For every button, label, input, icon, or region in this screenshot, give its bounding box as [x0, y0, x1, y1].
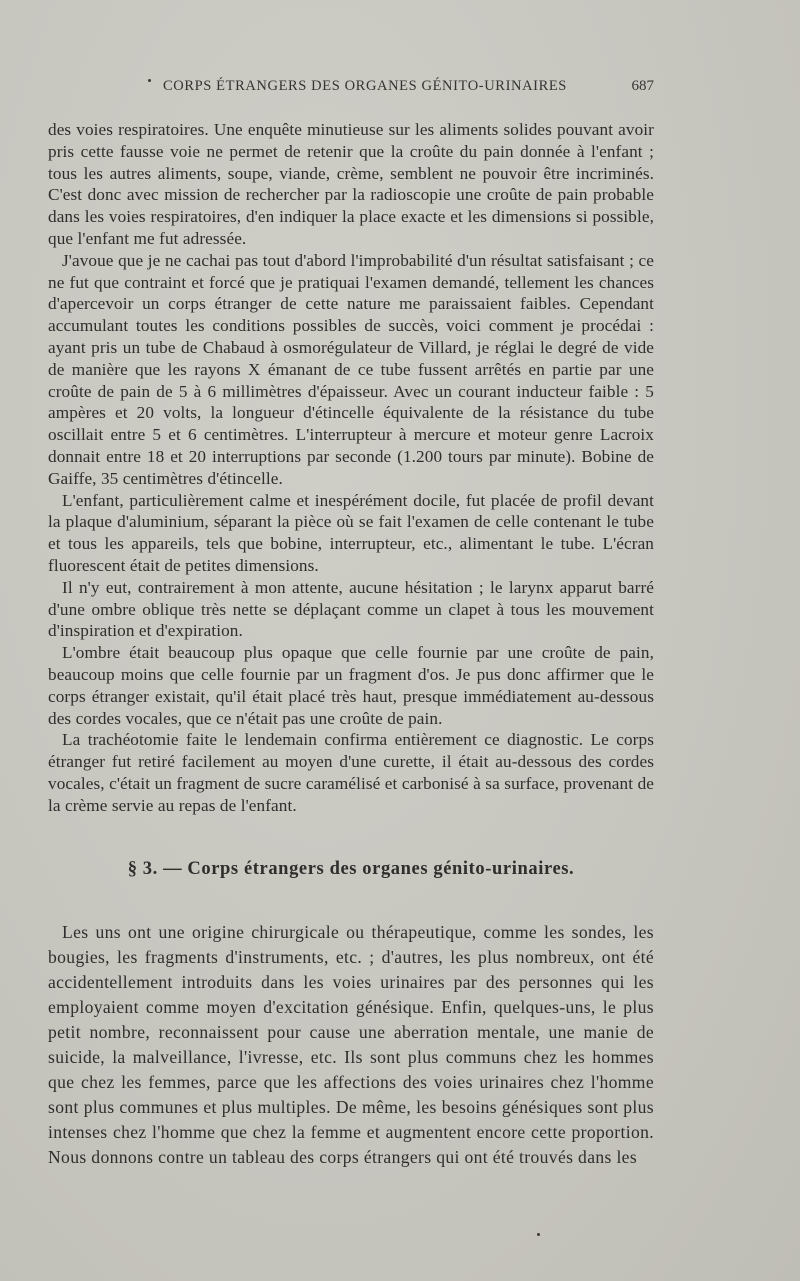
running-title: CORPS ÉTRANGERS DES ORGANES GÉNITO-URINAIRES	[163, 78, 567, 94]
ink-speck	[537, 1233, 540, 1236]
body-text	[48, 119, 654, 817]
ink-speck	[148, 79, 151, 82]
paragraph-5: L'ombre était beaucoup plus opaque que celle fournie par une croûte de pain, beaucoup moins que celle fournie par un fragment d'os. Je pus donc affirmer que le corps étranger existait, qu'il était placé très haut, presque immédiatement au-dessous des cordes vocales, que ce n'était pas une croûte de pain.	[48, 643, 654, 728]
section-heading: § 3. — Corps étrangers des organes génito-urinaires.	[127, 858, 575, 879]
paragraph-3: L'enfant, particulièrement calme et inespérément docile, fut placée de profil devant la plaque d'aluminium, séparant la pièce où se fait l'examen de celle contenant le tube et tous les appareils, tels que bobine, interrupteur, etc., alimentant le tube. L'écran fluorescent était de petites dimensions.	[48, 490, 654, 575]
paragraph-4: Il n'y eut, contrairement à mon attente, aucune hésitation ; le larynx apparut barré d'une ombre oblique très nette se déplaçant comme un clapet à tous les mouvement d'inspiration et d'expiration.	[48, 577, 654, 641]
page-number: 687	[631, 78, 654, 94]
paragraph-1: des voies respiratoires. Une enquête minutieuse sur les aliments solides pouvant avoir pris cette fausse voie ne permet de retenir que la croûte du pain donnée à l'enfant ; tous les autres aliments, soupe, viande, crème, semblent ne pouvoir être incriminés. C'est donc avec mission de rechercher par la radioscopie une croûte de pain probable dans les voies respiratoires, d'en indiquer la place exacte et les dimensions si possible, que l'enfant me fut adressée.	[48, 120, 654, 248]
paragraph-6: La trachéotomie faite le lendemain confirma entièrement ce diagnostic. Le corps étranger fut retiré facilement au moyen d'une curette, il était au-dessous des cordes vocales, c'était un fragment de sucre caramélisé et carbonisé à sa surface, provenant de la crème servie au repas de l'enfant.	[48, 730, 654, 815]
paragraph-2: J'avoue que je ne cachai pas tout d'abord l'improbabilité d'un résultat satisfaisant ; ce ne fut que contraint et forcé que je pratiquai l'examen demandé, tellement les chances d'apercevoir un corps étranger de cette nature me paraissaient faibles. Cependant accumulant toutes les conditions possibles de succès, voici comment je procédai : ayant pris un tube de Chabaud à osmorégulateur de Villard, je réglai le degré de vide de manière que les rayons X émanant de ce tube fussent arrêtés en partie par une croûte de pain de 5 à 6 millimètres d'épaisseur. Avec un courant inducteur faible : 5 ampères et 20 volts, la longueur d'étincelle équivalente de la résistance du tube oscillait entre 5 et 6 centimètres. L'interrupteur à mercure et moteur genre Lacroix donnait entre 18 et 20 interruptions par seconde (1.200 tours par minute). Bobine de Gaiffe, 35 centimètres d'étincelle.	[48, 250, 654, 488]
section-paragraph-1: Les uns ont une origine chirurgicale ou thérapeutique, comme les sondes, les bougies, les fragments d'instruments, etc. ; d'autres, les plus nombreux, ont été accidentellement introduits dans les voies urinaires par des personnes qui les employaient comme moyen d'excitation génésique. Enfin, quelques-uns, le plus petit nombre, reconnaissent pour cause une aberration mentale, une manie de suicide, la malveillance, l'ivresse, etc. Ils sont plus communs chez les hommes que chez les femmes, parce que les affections des voies urinaires chez l'homme sont plus communes et plus multiples. De même, les besoins génésiques sont plus intenses chez l'homme que chez la femme et augmentent encore cette proportion. Nous donnons contre un tableau des corps étrangers qui ont été trouvés dans les	[48, 921, 654, 1168]
running-head	[48, 78, 654, 95]
section-body	[48, 920, 654, 1171]
book-page	[48, 78, 654, 1170]
